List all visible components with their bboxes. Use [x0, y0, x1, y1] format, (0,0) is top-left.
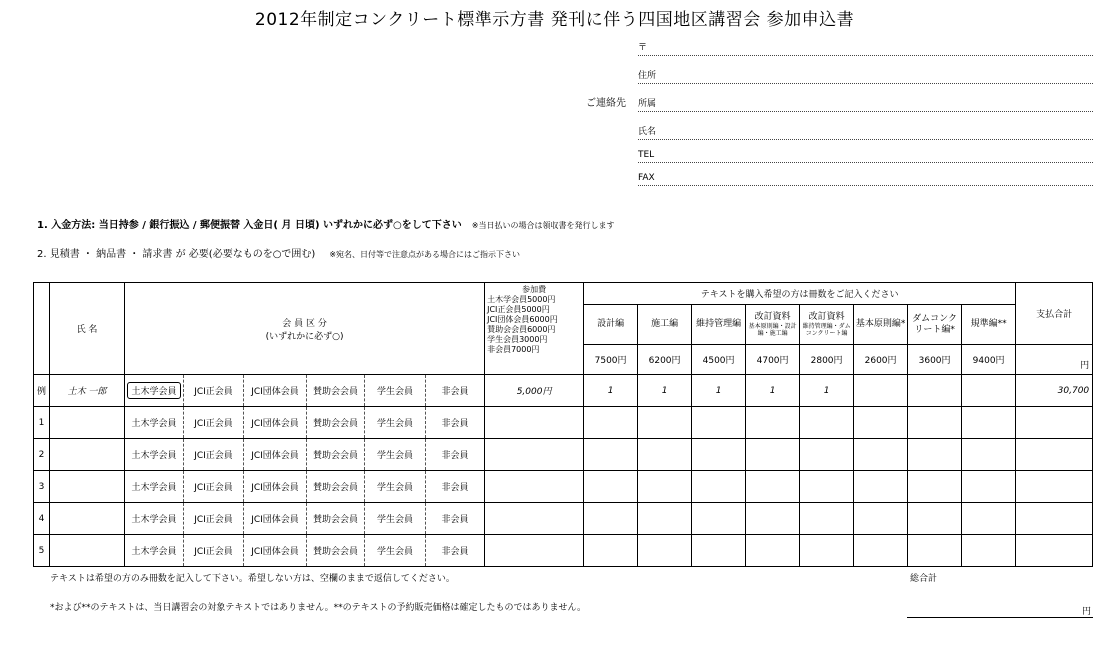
- row-number: 4: [34, 503, 50, 535]
- member-option[interactable]: 賛助会会員: [307, 471, 365, 503]
- count-cell[interactable]: [854, 535, 908, 567]
- table-row: [34, 439, 1093, 471]
- count-cell[interactable]: [584, 407, 638, 439]
- row-number: 5: [34, 535, 50, 567]
- text-header-dam: ダムコンクリート編*: [908, 305, 962, 345]
- member-option[interactable]: 非会員: [426, 535, 485, 567]
- payment-method: 1. 入金方法: 当日持参 / 銀行振込 / 郵便振替 入金日( 月 日頃) いずれかに必ず○をして下さい ※当日払いの場合は領収書を発行します: [37, 220, 615, 231]
- total-cell[interactable]: [1016, 439, 1093, 471]
- example-fee: 5,000円: [485, 375, 584, 407]
- fee-cell[interactable]: [485, 535, 584, 567]
- table-row: [34, 535, 1093, 567]
- row-number: 2: [34, 439, 50, 471]
- member-option[interactable]: JCI団体会員: [244, 407, 307, 439]
- text-price: 6200円: [638, 345, 692, 375]
- affiliation-field[interactable]: 所属: [638, 84, 1093, 112]
- example-count: 1: [746, 375, 800, 407]
- count-cell[interactable]: [800, 439, 854, 471]
- row-number-header: [34, 283, 50, 375]
- text-price: 3600円: [908, 345, 962, 375]
- count-cell[interactable]: [692, 471, 746, 503]
- fee-cell[interactable]: [485, 439, 584, 471]
- fax-field[interactable]: FAX: [638, 158, 1093, 186]
- name-cell[interactable]: [50, 535, 125, 567]
- count-cell[interactable]: [638, 471, 692, 503]
- member-option[interactable]: 学生会員: [365, 471, 426, 503]
- member-option[interactable]: 賛助会会員: [307, 535, 365, 567]
- count-cell[interactable]: [746, 535, 800, 567]
- count-cell[interactable]: [962, 503, 1016, 535]
- member-option: JCI団体会員: [244, 375, 307, 407]
- name-cell[interactable]: [50, 407, 125, 439]
- count-cell[interactable]: [854, 407, 908, 439]
- member-option[interactable]: 学生会員: [365, 439, 426, 471]
- text-purchase-note: テキストは希望の方のみ冊数を記入して下さい。希望しない方は、空欄のままで返信してください。: [50, 574, 455, 584]
- member-option[interactable]: 土木学会員: [125, 439, 184, 471]
- grand-total-label: 総合計: [910, 574, 938, 584]
- count-cell[interactable]: [638, 535, 692, 567]
- count-cell[interactable]: [854, 439, 908, 471]
- count-cell[interactable]: [854, 471, 908, 503]
- table-row: [34, 471, 1093, 503]
- postal-code-field[interactable]: 〒: [638, 28, 1093, 56]
- grand-total-field[interactable]: [907, 604, 1093, 618]
- count-cell[interactable]: [638, 503, 692, 535]
- member-option[interactable]: 賛助会会員: [307, 407, 365, 439]
- count-cell[interactable]: [584, 471, 638, 503]
- count-cell[interactable]: [746, 439, 800, 471]
- documents-required: 2. 見積書 ・ 納品書 ・ 請求書 が 必要(必要なものを○で囲む) ※宛名、日付等で注意点がある場合にはご指示下さい: [37, 249, 521, 260]
- count-cell[interactable]: [692, 407, 746, 439]
- member-option[interactable]: JCI正会員: [184, 471, 244, 503]
- text-header-construction: 施工編: [638, 305, 692, 345]
- count-cell[interactable]: [638, 439, 692, 471]
- count-cell[interactable]: [692, 535, 746, 567]
- fee-cell[interactable]: [485, 407, 584, 439]
- member-option[interactable]: 非会員: [426, 503, 485, 535]
- count-cell[interactable]: [908, 407, 962, 439]
- member-option[interactable]: 土木学会員: [125, 471, 184, 503]
- member-option[interactable]: 非会員: [426, 439, 485, 471]
- count-cell[interactable]: [584, 503, 638, 535]
- text-price: 4700円: [746, 345, 800, 375]
- member-option[interactable]: JCI正会員: [184, 535, 244, 567]
- table-row: [34, 407, 1093, 439]
- example-label: 例: [34, 375, 50, 407]
- count-cell[interactable]: [746, 503, 800, 535]
- count-cell[interactable]: [908, 439, 962, 471]
- count-cell[interactable]: [800, 471, 854, 503]
- member-option[interactable]: 土木学会員: [125, 503, 184, 535]
- fee-cell[interactable]: [485, 471, 584, 503]
- tel-field[interactable]: TEL: [638, 135, 1093, 163]
- count-cell[interactable]: [800, 407, 854, 439]
- text-header-standards: 規準編**: [962, 305, 1016, 345]
- member-header: 会 員 区 分 (いずれかに必ず○): [125, 283, 485, 375]
- example-count: 1: [584, 375, 638, 407]
- member-option[interactable]: JCI団体会員: [244, 503, 307, 535]
- count-cell[interactable]: [962, 535, 1016, 567]
- total-cell[interactable]: [1016, 503, 1093, 535]
- member-option[interactable]: JCI団体会員: [244, 535, 307, 567]
- page-title: 2012年制定コンクリート標準示方書 発刊に伴う四国地区講習会 参加申込書: [254, 10, 855, 30]
- name-header: 氏 名: [50, 283, 125, 375]
- total-cell[interactable]: [1016, 471, 1093, 503]
- example-count: [908, 375, 962, 407]
- text-header-design: 設計編: [584, 305, 638, 345]
- count-cell[interactable]: [746, 471, 800, 503]
- member-option[interactable]: 学生会員: [365, 503, 426, 535]
- count-cell[interactable]: [854, 503, 908, 535]
- member-option[interactable]: JCI団体会員: [244, 439, 307, 471]
- count-cell[interactable]: [584, 439, 638, 471]
- text-header-basic: 基本原則編*: [854, 305, 908, 345]
- member-option[interactable]: JCI正会員: [184, 503, 244, 535]
- example-name: 土木 一郎: [50, 375, 125, 407]
- grand-total-yen: 円: [1081, 607, 1091, 617]
- example-count: 1: [692, 375, 746, 407]
- text-price: 4500円: [692, 345, 746, 375]
- count-cell[interactable]: [962, 439, 1016, 471]
- documents-note: ※宛名、日付等で注意点がある場合にはご指示下さい: [329, 250, 521, 259]
- text-price: 2800円: [800, 345, 854, 375]
- text-purchase-header: テキストを購入希望の方は冊数をご記入ください: [584, 283, 1016, 305]
- count-cell[interactable]: [962, 407, 1016, 439]
- count-cell[interactable]: [962, 471, 1016, 503]
- member-option[interactable]: 土木学会員: [125, 535, 184, 567]
- example-count: [854, 375, 908, 407]
- text-price: 9400円: [962, 345, 1016, 375]
- name-field[interactable]: 氏名: [638, 112, 1093, 140]
- total-cell[interactable]: [1016, 535, 1093, 567]
- member-option: 学生会員: [365, 375, 426, 407]
- count-cell[interactable]: [746, 407, 800, 439]
- row-number: 3: [34, 471, 50, 503]
- contact-label: ご連絡先: [586, 98, 626, 109]
- member-option[interactable]: 学生会員: [365, 407, 426, 439]
- count-cell[interactable]: [692, 439, 746, 471]
- name-cell[interactable]: [50, 471, 125, 503]
- count-cell[interactable]: [584, 535, 638, 567]
- example-count: 1: [638, 375, 692, 407]
- member-option[interactable]: 学生会員: [365, 535, 426, 567]
- member-option[interactable]: JCI正会員: [184, 407, 244, 439]
- example-row: [34, 375, 1093, 407]
- member-option[interactable]: JCI正会員: [184, 439, 244, 471]
- asterisk-note: *および**のテキストは、当日講習会の対象テキストではありません。**のテキストの予約販売価格は確定したものではありません。: [50, 603, 587, 613]
- member-option-selected: 土木学会員: [125, 375, 184, 407]
- text-price: 7500円: [584, 345, 638, 375]
- member-option: 賛助会会員: [307, 375, 365, 407]
- count-cell[interactable]: [800, 535, 854, 567]
- example-count: 1: [800, 375, 854, 407]
- count-cell[interactable]: [692, 503, 746, 535]
- count-cell[interactable]: [638, 407, 692, 439]
- text-header-revision-1: 改訂資料 基本原則編・設計編・施工編: [746, 305, 800, 345]
- member-option[interactable]: JCI団体会員: [244, 471, 307, 503]
- count-cell[interactable]: [800, 503, 854, 535]
- count-cell[interactable]: [908, 535, 962, 567]
- fee-header: 参加費 土木学会員5000円 JCI正会員5000円 JCI団体会員6000円 賛助会会員6000円 学生会員3000円 非会員7000円: [485, 283, 584, 375]
- member-option[interactable]: 非会員: [426, 407, 485, 439]
- member-option[interactable]: 土木学会員: [125, 407, 184, 439]
- member-option: JCI正会員: [184, 375, 244, 407]
- member-option[interactable]: 非会員: [426, 471, 485, 503]
- text-header-revision-2: 改訂資料 維持管理編・ダムコンクリート編: [800, 305, 854, 345]
- application-table: [33, 282, 1093, 567]
- payment-note: ※当日払いの場合は領収書を発行します: [471, 221, 615, 230]
- member-option[interactable]: 賛助会会員: [307, 503, 365, 535]
- row-number: 1: [34, 407, 50, 439]
- count-cell[interactable]: [908, 503, 962, 535]
- text-price: 2600円: [854, 345, 908, 375]
- address-field[interactable]: 住所: [638, 56, 1093, 84]
- member-option[interactable]: 賛助会会員: [307, 439, 365, 471]
- name-cell[interactable]: [50, 439, 125, 471]
- total-header: 支払合計: [1016, 283, 1093, 345]
- example-total: 30,700: [1016, 375, 1093, 407]
- total-yen-unit: 円: [1016, 345, 1093, 375]
- count-cell[interactable]: [908, 471, 962, 503]
- member-option: 非会員: [426, 375, 485, 407]
- table-row: [34, 503, 1093, 535]
- total-cell[interactable]: [1016, 407, 1093, 439]
- text-header-maintenance: 維持管理編: [692, 305, 746, 345]
- name-cell[interactable]: [50, 503, 125, 535]
- fee-cell[interactable]: [485, 503, 584, 535]
- example-count: [962, 375, 1016, 407]
